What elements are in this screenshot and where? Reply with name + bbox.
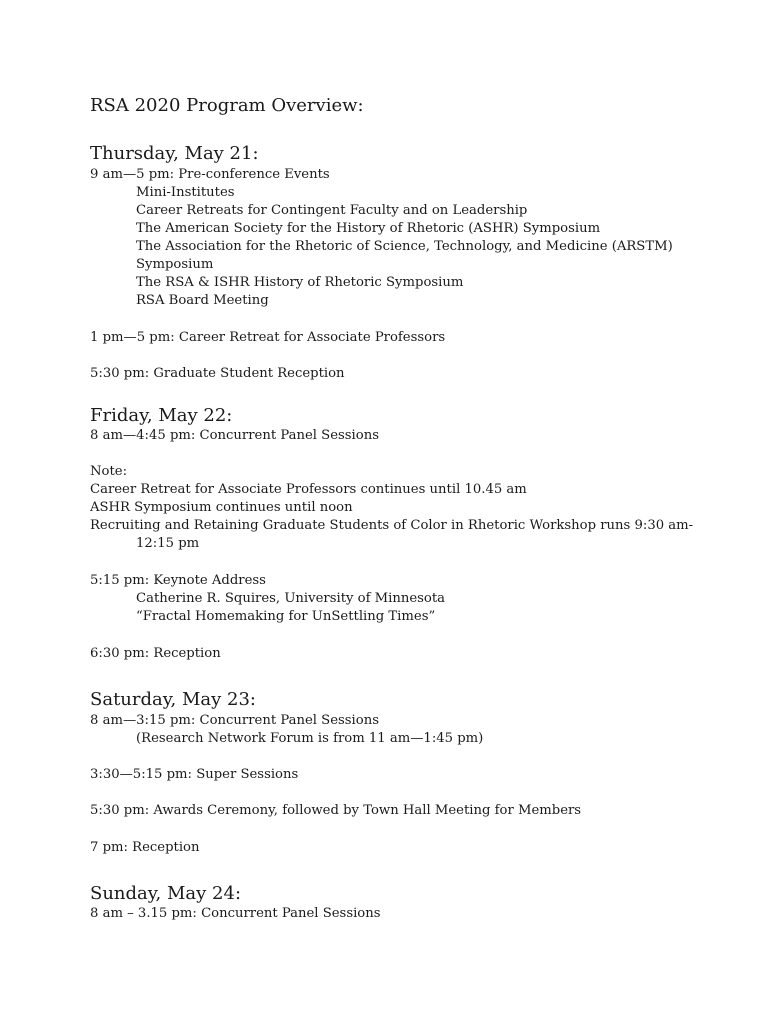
saturday-research-forum: (Research Network Forum is from 11 am—1:45 pm) (136, 731, 484, 746)
friday-note-workshop-line1: Recruiting and Retaining Graduate Students of Color in Rhetoric Workshop runs 9:30 am- (90, 518, 694, 533)
saturday-reception: 7 pm: Reception (90, 840, 200, 855)
friday-keynote-title: “Fractal Homemaking for UnSettling Times” (136, 609, 436, 624)
friday-reception: 6:30 pm: Reception (90, 646, 221, 661)
thursday-heading: Thursday, May 21: (90, 143, 259, 164)
friday-note-ashr: ASHR Symposium continues until noon (90, 500, 353, 515)
thursday-arstm-line1: The Association for the Rhetoric of Science, Technology, and Medicine (ARSTM) (136, 239, 673, 254)
friday-note-label: Note: (90, 464, 128, 479)
saturday-panels: 8 am—3:15 pm: Concurrent Panel Sessions (90, 713, 379, 728)
friday-note-associate-retreat: Career Retreat for Associate Professors continues until 10.45 am (90, 482, 527, 497)
sunday-heading: Sunday, May 24: (90, 883, 242, 904)
saturday-heading: Saturday, May 23: (90, 689, 256, 710)
friday-heading: Friday, May 22: (90, 405, 233, 426)
sunday-panels: 8 am – 3.15 pm: Concurrent Panel Sessions (90, 906, 381, 921)
friday-panels: 8 am—4:45 pm: Concurrent Panel Sessions (90, 428, 379, 443)
thursday-ashr-symposium: The American Society for the History of Rhetoric (ASHR) Symposium (136, 221, 601, 236)
friday-note-workshop-line2: 12:15 pm (136, 536, 200, 551)
thursday-grad-reception: 5:30 pm: Graduate Student Reception (90, 366, 345, 381)
thursday-board-meeting: RSA Board Meeting (136, 293, 269, 308)
saturday-awards: 5:30 pm: Awards Ceremony, followed by Town Hall Meeting for Members (90, 803, 582, 818)
friday-keynote-speaker: Catherine R. Squires, University of Minnesota (136, 591, 446, 606)
friday-keynote-time: 5:15 pm: Keynote Address (90, 573, 266, 588)
thursday-career-retreats: Career Retreats for Contingent Faculty and on Leadership (136, 203, 528, 218)
thursday-arstm-line2: Symposium (136, 257, 214, 272)
thursday-associate-retreat: 1 pm—5 pm: Career Retreat for Associate Professors (90, 330, 446, 345)
thursday-rsa-ishr-symposium: The RSA & ISHR History of Rhetoric Symposium (136, 275, 464, 290)
thursday-preconference-time: 9 am—5 pm: Pre-conference Events (90, 167, 330, 182)
document-title: RSA 2020 Program Overview: (90, 95, 364, 116)
thursday-mini-institutes: Mini-Institutes (136, 185, 235, 200)
saturday-super-sessions: 3:30—5:15 pm: Super Sessions (90, 767, 299, 782)
